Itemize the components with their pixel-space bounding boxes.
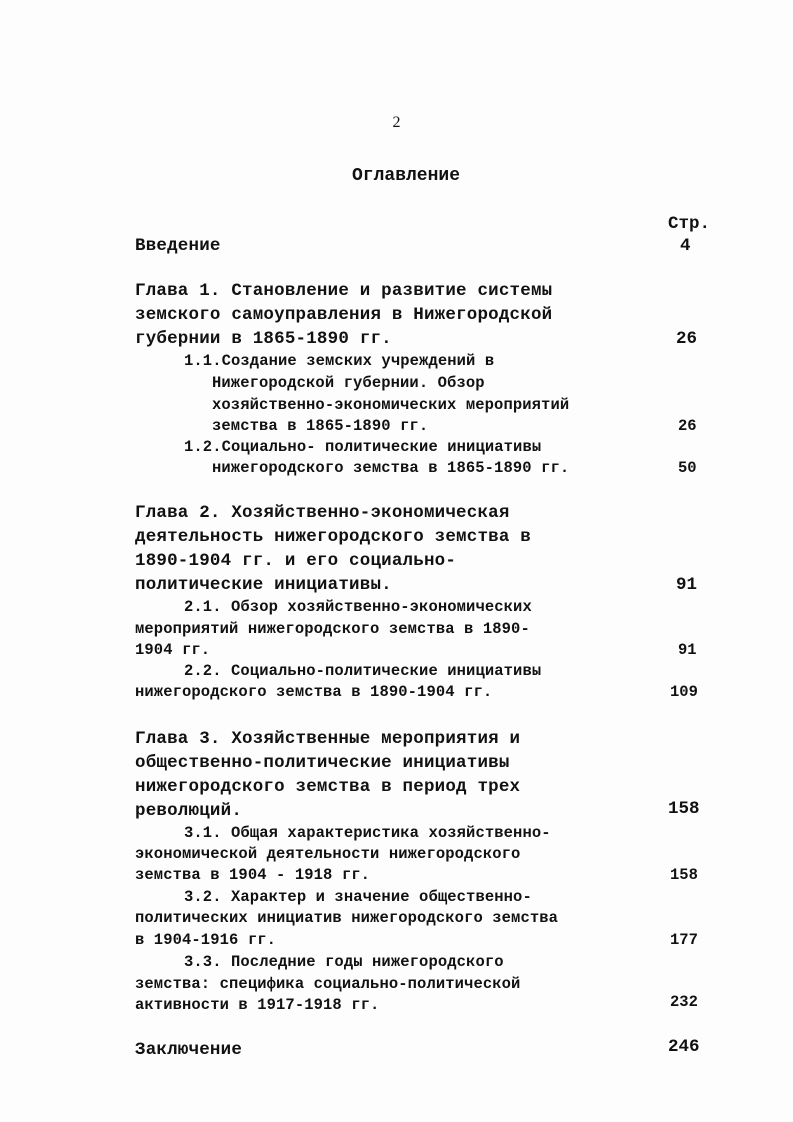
section-3-1-page: 158 [670, 866, 698, 884]
section-3-2-line-2: политических инициатив нижегородского земства [135, 909, 559, 927]
section-3-3-line-2: земства: специфика социально-политической [135, 975, 521, 993]
section-2-2-page: 109 [670, 683, 698, 701]
section-3-2-line-1: 3.2. Характер и значение общественно- [184, 888, 532, 906]
toc-conclusion-page: 246 [668, 1037, 700, 1057]
section-1-2-line-1: 1.2.Социально- политические инициативы [184, 438, 542, 456]
chapter-2-line-1: Глава 2. Хозяйственно-экономическая [135, 503, 510, 523]
chapter-3-line-4: революций. [135, 801, 243, 821]
section-3-3-line-1: 3.3. Последние годы нижегородского [184, 953, 504, 971]
section-1-2-line-2: нижегородского земства в 1865-1890 гг. [212, 459, 570, 477]
chapter-2-line-2: деятельность нижегородского земства в [135, 527, 531, 547]
chapter-3-page: 158 [668, 799, 700, 819]
chapter-3-line-3: нижегородского земства в период трех [135, 777, 521, 797]
page-number: 2 [392, 114, 401, 131]
chapter-1-page: 26 [676, 329, 698, 349]
chapter-1-line-3: губернии в 1865-1890 гг. [135, 329, 392, 349]
section-3-2-line-3: в 1904-1916 гг. [135, 931, 277, 949]
section-3-2-page: 177 [670, 931, 698, 949]
toc-title: Оглавление [352, 166, 461, 186]
section-3-1-line-1: 3.1. Общая характеристика хозяйственно- [184, 824, 551, 842]
toc-intro: Введение [135, 236, 221, 256]
section-3-3-line-3: активности в 1917-1918 гг. [135, 996, 380, 1014]
page-column-header: Стр. [668, 214, 711, 234]
section-1-1-line-2: Нижегородской губернии. Обзор [212, 374, 485, 392]
chapter-3-line-2: общественно-политические инициативы [135, 753, 510, 773]
chapter-1-line-2: земского самоуправления в Нижегородской [135, 305, 553, 325]
section-2-2-line-1: 2.2. Социально-политические инициативы [184, 662, 542, 680]
chapter-2-line-3: 1890-1904 гг. и его социально- [135, 551, 457, 571]
section-2-1-line-2: мероприятий нижегородского земства в 1890- [135, 620, 530, 638]
section-2-1-line-3: 1904 гг. [135, 641, 211, 659]
section-1-1-line-3: хозяйственно-экономических мероприятий [212, 396, 570, 414]
section-3-3-page: 232 [670, 993, 698, 1011]
toc-conclusion: Заключение [135, 1040, 243, 1060]
chapter-1-line-1: Глава 1. Становление и развитие системы [135, 281, 553, 301]
section-2-1-page: 91 [678, 641, 697, 659]
chapter-2-page: 91 [676, 575, 698, 595]
section-3-1-line-3: земства в 1904 - 1918 гг. [135, 866, 371, 884]
section-1-1-line-1: 1.1.Создание земских учреждений в [184, 352, 495, 370]
section-3-1-line-2: экономической деятельности нижегородского [135, 845, 521, 863]
section-1-2-page: 50 [678, 459, 697, 477]
chapter-3-line-1: Глава 3. Хозяйственные мероприятия и [135, 729, 521, 749]
section-2-1-line-1: 2.1. Обзор хозяйственно-экономических [184, 598, 532, 616]
section-1-1-page: 26 [678, 417, 697, 435]
toc-intro-page: 4 [680, 236, 691, 256]
section-1-1-line-4: земства в 1865-1890 гг. [212, 417, 429, 435]
section-2-2-line-2: нижегородского земства в 1890-1904 гг. [135, 683, 493, 701]
chapter-2-line-4: политические инициативы. [135, 575, 392, 595]
